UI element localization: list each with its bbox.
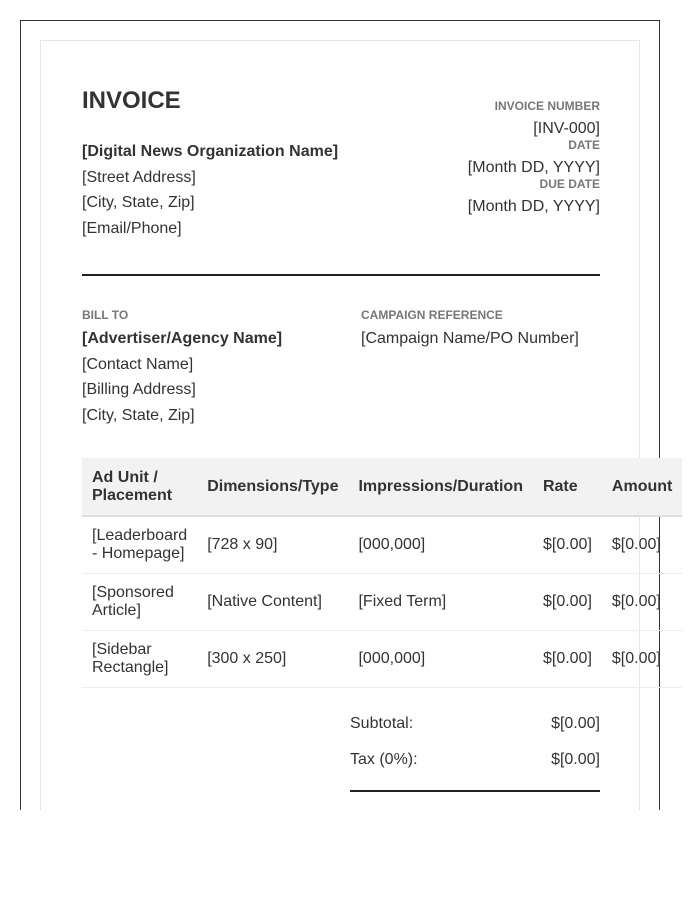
cell-impressions: [000,000] (348, 516, 532, 574)
cell-amount: $[0.00] (602, 574, 682, 631)
header-impressions: Impressions/Duration (348, 458, 532, 516)
campaign-reference-label: CAMPAIGN REFERENCE (361, 308, 503, 322)
cell-ad-unit: [Leaderboard - Homepage] (82, 516, 197, 574)
tax-row (350, 748, 600, 784)
cell-amount: $[0.00] (602, 631, 682, 688)
bill-to-label: BILL TO (82, 308, 129, 322)
date-value: [Month DD, YYYY] (467, 159, 600, 176)
organization-block (82, 139, 338, 241)
header-rate: Rate (533, 458, 602, 516)
date-label: DATE (568, 138, 600, 152)
invoice-number-value: [INV-000] (533, 120, 600, 137)
organization-street: [Street Address] (82, 168, 196, 186)
table-row (82, 631, 682, 688)
contact-name: [Contact Name] (82, 355, 194, 373)
cell-ad-unit: [Sidebar Rectangle] (82, 631, 197, 688)
cell-dimensions: [Native Content] (197, 574, 348, 631)
cell-dimensions: [728 x 90] (197, 516, 348, 574)
cell-rate: $[0.00] (533, 631, 602, 688)
cell-amount: $[0.00] (602, 516, 682, 574)
table-header-row (82, 458, 682, 516)
subtotal-value: $[0.00] (551, 715, 600, 732)
campaign-reference-block (361, 308, 579, 352)
organization-name: [Digital News Organization Name] (82, 143, 339, 160)
line-items-table (82, 458, 682, 688)
cell-rate: $[0.00] (533, 574, 602, 631)
subtotal-label: Subtotal: (350, 715, 414, 732)
cell-ad-unit: [Sponsored Article] (82, 574, 197, 631)
billing-address: [Billing Address] (82, 381, 196, 399)
totals-block (350, 712, 600, 792)
header-dimensions: Dimensions/Type (197, 458, 348, 516)
header-divider (82, 274, 600, 276)
subtotal-row (350, 712, 600, 748)
due-date-value: [Month DD, YYYY] (467, 198, 600, 215)
billing-city: [City, State, Zip] (82, 406, 195, 424)
totals-divider (350, 790, 600, 792)
table-row (82, 574, 682, 631)
header-amount: Amount (602, 458, 682, 516)
organization-city: [City, State, Zip] (82, 194, 195, 212)
due-date-label: DUE DATE (539, 177, 600, 191)
cell-impressions: [Fixed Term] (348, 574, 532, 631)
header-ad-unit: Ad Unit / Placement (82, 458, 197, 516)
cell-rate: $[0.00] (533, 516, 602, 574)
tax-label: Tax (0%): (350, 751, 418, 768)
invoice-meta (468, 98, 600, 221)
cell-dimensions: [300 x 250] (197, 631, 348, 688)
tax-value: $[0.00] (551, 751, 600, 768)
campaign-reference-value: [Campaign Name/PO Number] (361, 330, 579, 347)
cell-impressions: [000,000] (348, 631, 532, 688)
invoice-title: INVOICE (82, 87, 181, 114)
organization-contact: [Email/Phone] (82, 219, 182, 237)
invoice-number-label: INVOICE NUMBER (494, 99, 600, 113)
table-row (82, 516, 682, 574)
advertiser-name: [Advertiser/Agency Name] (82, 330, 283, 347)
bill-to-block (82, 308, 282, 428)
